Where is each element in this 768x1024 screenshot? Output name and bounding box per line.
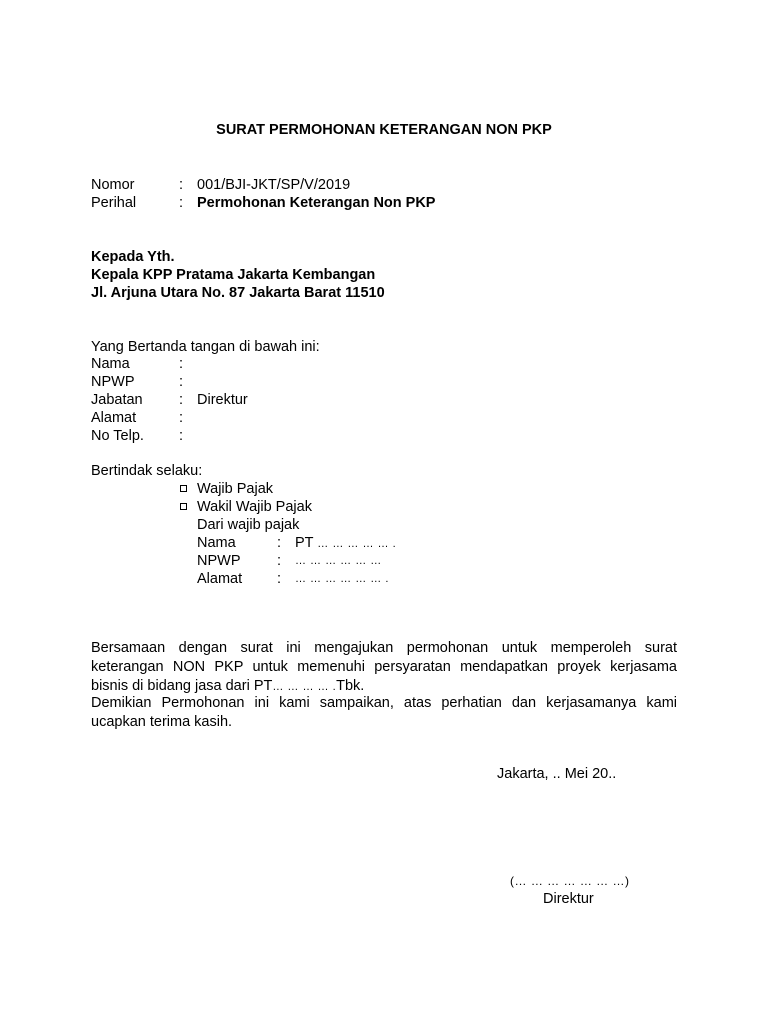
taxpayer-npwp-colon: :	[277, 553, 282, 569]
signer-jabatan-label: Jabatan	[91, 392, 143, 408]
checkbox-icon[interactable]	[180, 503, 187, 510]
taxpayer-nama-prefix: PT	[295, 535, 318, 551]
body-p1-line-1: Bersamaan dengan surat ini mengajukan permohonan untuk memperoleh surat	[91, 640, 677, 656]
signature-place-date: Jakarta, .. Mei 20..	[497, 766, 617, 782]
taxpayer-nama-label: Nama	[197, 535, 236, 551]
perihal-label: Perihal	[91, 195, 137, 211]
nomor-label: Nomor	[91, 177, 135, 193]
body-p2-line-1: Demikian Permohonan ini kami sampaikan, atas perhatian dan kerjasamanya kami	[91, 695, 677, 711]
signer-telp-colon: :	[179, 428, 184, 444]
taxpayer-nama-dots: … … … … … .	[317, 538, 397, 550]
signer-intro: Yang Bertanda tangan di bawah ini:	[91, 339, 320, 355]
signer-alamat-colon: :	[179, 410, 184, 426]
checkbox-icon[interactable]	[180, 485, 187, 492]
recipient-address: Jl. Arjuna Utara No. 87 Jakarta Barat 11510	[91, 285, 385, 301]
body-p2-line-2: ucapkan terima kasih.	[91, 714, 233, 730]
body-paragraph-1	[91, 639, 677, 696]
taxpayer-npwp-label: NPWP	[197, 553, 241, 569]
nomor-value: 001/BJI-JKT/SP/V/2019	[197, 177, 351, 193]
taxpayer-alamat-label: Alamat	[197, 571, 243, 587]
signer-npwp-label: NPWP	[91, 374, 135, 390]
taxpayer-alamat-colon: :	[277, 571, 282, 587]
signature-name-placeholder	[510, 872, 630, 890]
recipient-office: Kepala KPP Pratama Jakarta Kembangan	[91, 267, 376, 283]
nomor-colon: :	[179, 177, 184, 193]
option-wakil-wajib-pajak-label: Wakil Wajib Pajak	[197, 499, 312, 515]
body-p1-line-3-start: bisnis di bidang jasa dari PT	[91, 678, 273, 694]
perihal-colon: :	[179, 195, 184, 211]
signer-jabatan-colon: :	[179, 392, 184, 408]
body-p1-line-3-dots: … … … … .	[272, 681, 337, 693]
signature-position: Direktur	[543, 891, 594, 907]
taxpayer-alamat-dots: … … … … … … .	[295, 573, 389, 585]
taxpayer-sub-intro-text: Dari wajib pajak	[197, 517, 300, 533]
signature-name-dots: (… … … … … … …)	[510, 874, 630, 888]
perihal-value: Permohonan Keterangan Non PKP	[197, 195, 436, 211]
body-p1-line-2: keterangan NON PKP untuk memenuhi persyaratan mendapatkan proyek kerjasama	[91, 659, 677, 675]
body-p1-line-3-end: Tbk.	[336, 678, 365, 694]
signer-npwp-colon: :	[179, 374, 184, 390]
acting-as-intro: Bertindak selaku:	[91, 463, 203, 479]
taxpayer-nama-value	[295, 534, 396, 553]
option-wajib-pajak-label: Wajib Pajak	[197, 481, 274, 497]
recipient-greeting: Kepada Yth.	[91, 249, 175, 265]
letter-title: SURAT PERMOHONAN KETERANGAN NON PKP	[216, 122, 552, 138]
signer-nama-label: Nama	[91, 356, 130, 372]
signer-alamat-label: Alamat	[91, 410, 137, 426]
body-paragraph-2	[91, 694, 677, 732]
signer-telp-label: No Telp.	[91, 428, 144, 444]
signer-nama-colon: :	[179, 356, 184, 372]
taxpayer-nama-colon: :	[277, 535, 282, 551]
taxpayer-npwp-dots: … … … … … …	[295, 555, 382, 567]
signer-jabatan-value: Direktur	[197, 392, 248, 408]
